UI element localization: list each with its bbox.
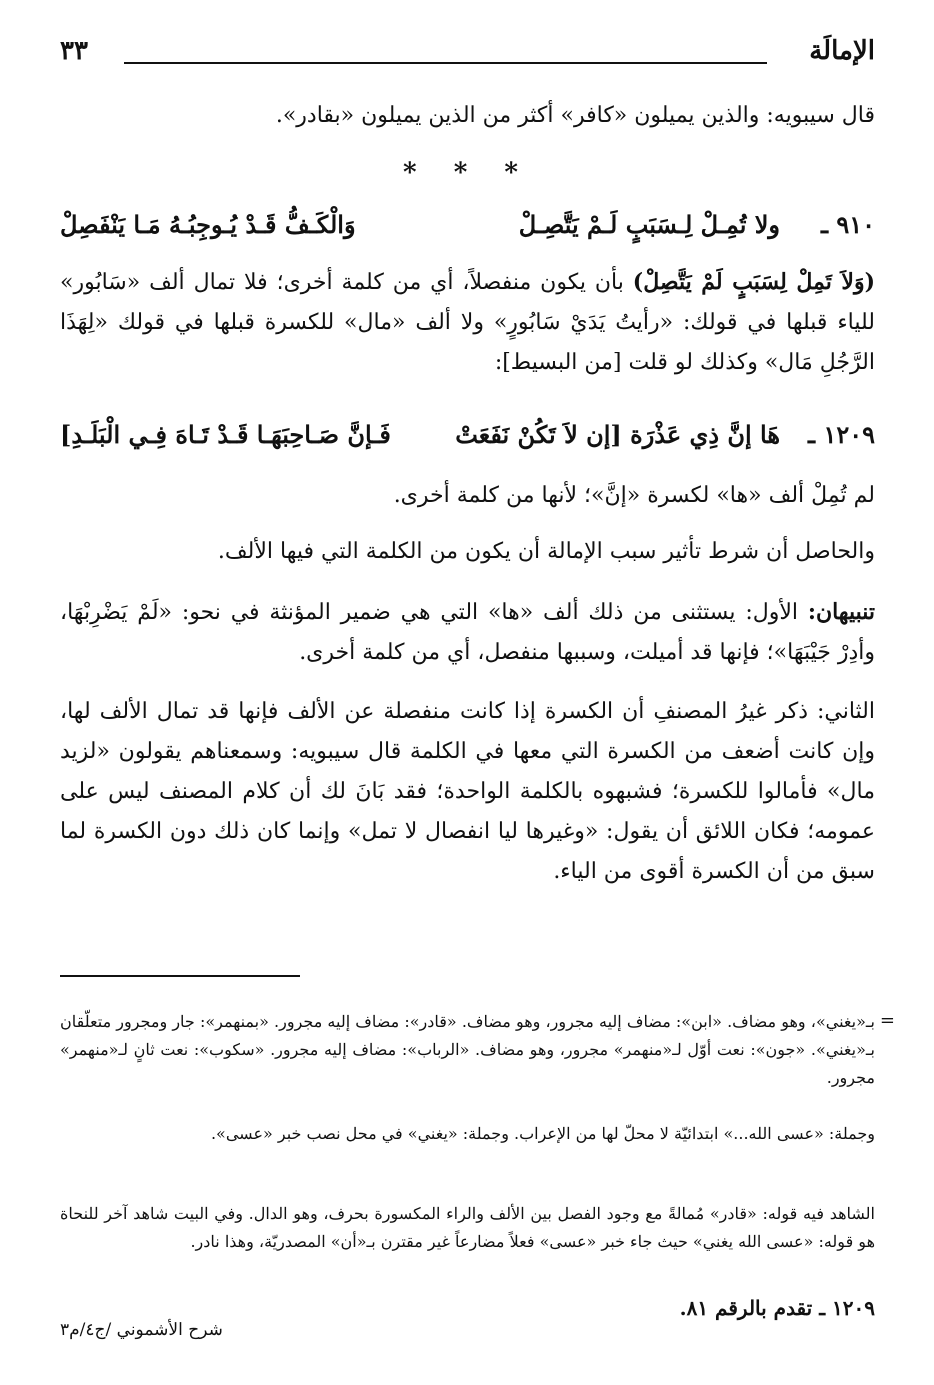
continuation-marker: =: [879, 1010, 895, 1031]
footnote-reference: ١٢٠٩ ـ تقدم بالرقم ٨١.: [679, 1296, 875, 1320]
verse-number: ٩١٠ ـ: [820, 210, 875, 239]
verse-first-hemistich: هَا إنَّ ذِي عَذْرَة [إن لاَ تَكُنْ نَفَعَتْ: [455, 420, 780, 449]
header-rule: [124, 62, 767, 64]
verse-number: ١٢٠٩ ـ: [808, 420, 875, 449]
page-header: [60, 36, 875, 76]
paragraph-sibawayh-quote: قال سيبويه: والذين يميلون «كافر» أكثر من الذين يميلون «بقادر».: [275, 103, 875, 128]
page-footer: شرح الأشموني /ج٤/م٣: [60, 1320, 223, 1340]
book-page: [60, 0, 895, 1385]
quoted-verse-text: (وَلاَ تَمِلْ لِسَبَبٍ لَمْ يَتَّصِلْ): [632, 269, 876, 295]
section-divider-stars: * * *: [403, 158, 532, 188]
page-number: ٣٣: [60, 36, 88, 66]
verse-910: [60, 210, 875, 250]
notes-heading: تنبيهان:: [807, 599, 875, 625]
paragraph-notes-first: [60, 592, 875, 673]
verse-second-hemistich: فَـإنَّ صَـاحِبَهَـا قَـدْ تَـاهَ فِـي الْبَلَـدِ]: [60, 420, 391, 449]
verse-first-hemistich: ولا تُمِـلْ لِـسَبَبٍ لَـمْ يَتَّصِـلْ: [518, 210, 780, 239]
footnote-rule: [60, 975, 300, 977]
running-title: الإمالَة: [809, 36, 875, 66]
footnote-parsing: بـ«يغني»، وهو مضاف. «ابن»: مضاف إليه مجرور، وهو مضاف. «قادر»: مضاف إليه مجرور. «بمنهمر»: جار ومجرور متعلّقان بـ«يغني». «جون»: نعت أوّل لـ«منهمر» مجرور، وهو مضاف. «الرباب»: مضاف إليه مجرور. «سكوب»: نعت ثانٍ لـ«منهمر» مجرور.: [60, 1012, 875, 1087]
notes-text: الأول: يستثنى من ذلك ألف «ها» التي هي ضمير المؤنثة في نحو: «لَمْ يَضْرِبْهَا، وأدِرْ جَيْبَهَا»؛ فإنها قد أميلت، وسببها منفصل، أي من كلمة أخرى.: [60, 600, 875, 665]
paragraph-summary: والحاصل أن شرط تأثير سبب الإمالة أن يكون من الكلمة التي فيها الألف.: [217, 539, 875, 564]
footnote-evidence: الشاهد فيه قوله: «قادر» مُمالةً مع وجود الفصل بين الألف والراء المكسورة بحرف، وهو الدال. وفي البيت شاهد آخر للنحاة هو قوله: «عسى الله يغني» حيث جاء خبر «عسى» فعلاً مضارعاً غير مقترن بـ«أن» المصدريّة، وهذا نادر.: [60, 1204, 875, 1251]
paragraph-commentary: [60, 262, 875, 383]
commentary-text: بأن يكون منفصلاً، أي من كلمة أخرى؛ فلا تمال ألف «سَابُور» للياء قبلها في قولك: «رأيتُ يَدَيْ سَابُورٍ» ولا ألف «مال» للكسرة قبلها في قولك «لِهَذَا الرَّجُلِ مَال» وكذلك لو قلت [من البسيط]:: [60, 270, 875, 375]
verse-second-hemistich: وَالْكَـفُّ قَـدْ يُـوجِبُـهُ مَـا يَنْفَصِلْ: [60, 210, 356, 239]
verse-1209: [60, 420, 875, 460]
paragraph-explanation: لم تُمِلْ ألف «ها» لكسرة «إنَّ»؛ لأنها من كلمة أخرى.: [393, 483, 875, 508]
paragraph-notes-second: الثاني: ذكر غيرُ المصنفِ أن الكسرة إذا كانت منفصلة عن الألف فإنها قد تمال الألف لها، وإن كانت أضعف من الكسرة التي معها في الكلمة قال سيبويه: وسمعناهم يقولون «لزيد مال» فأمالوا للكسرة؛ فشبهوه بالكلمة الواحدة؛ فقد بَانَ لك أن كلام المصنف ليس على عمومه؛ فكان اللائق أن يقول: «وغيرها ليا انفصال لا تمل» وإنما كان ذلك دون الكسرة لما سبق من أن الكسرة أقوى من الياء.: [60, 699, 875, 884]
footnote-sentences: وجملة: «عسى الله...» ابتدائيّة لا محلّ لها من الإعراب. وجملة: «يغني» في محل نصب خبر «عسى».: [210, 1124, 875, 1143]
